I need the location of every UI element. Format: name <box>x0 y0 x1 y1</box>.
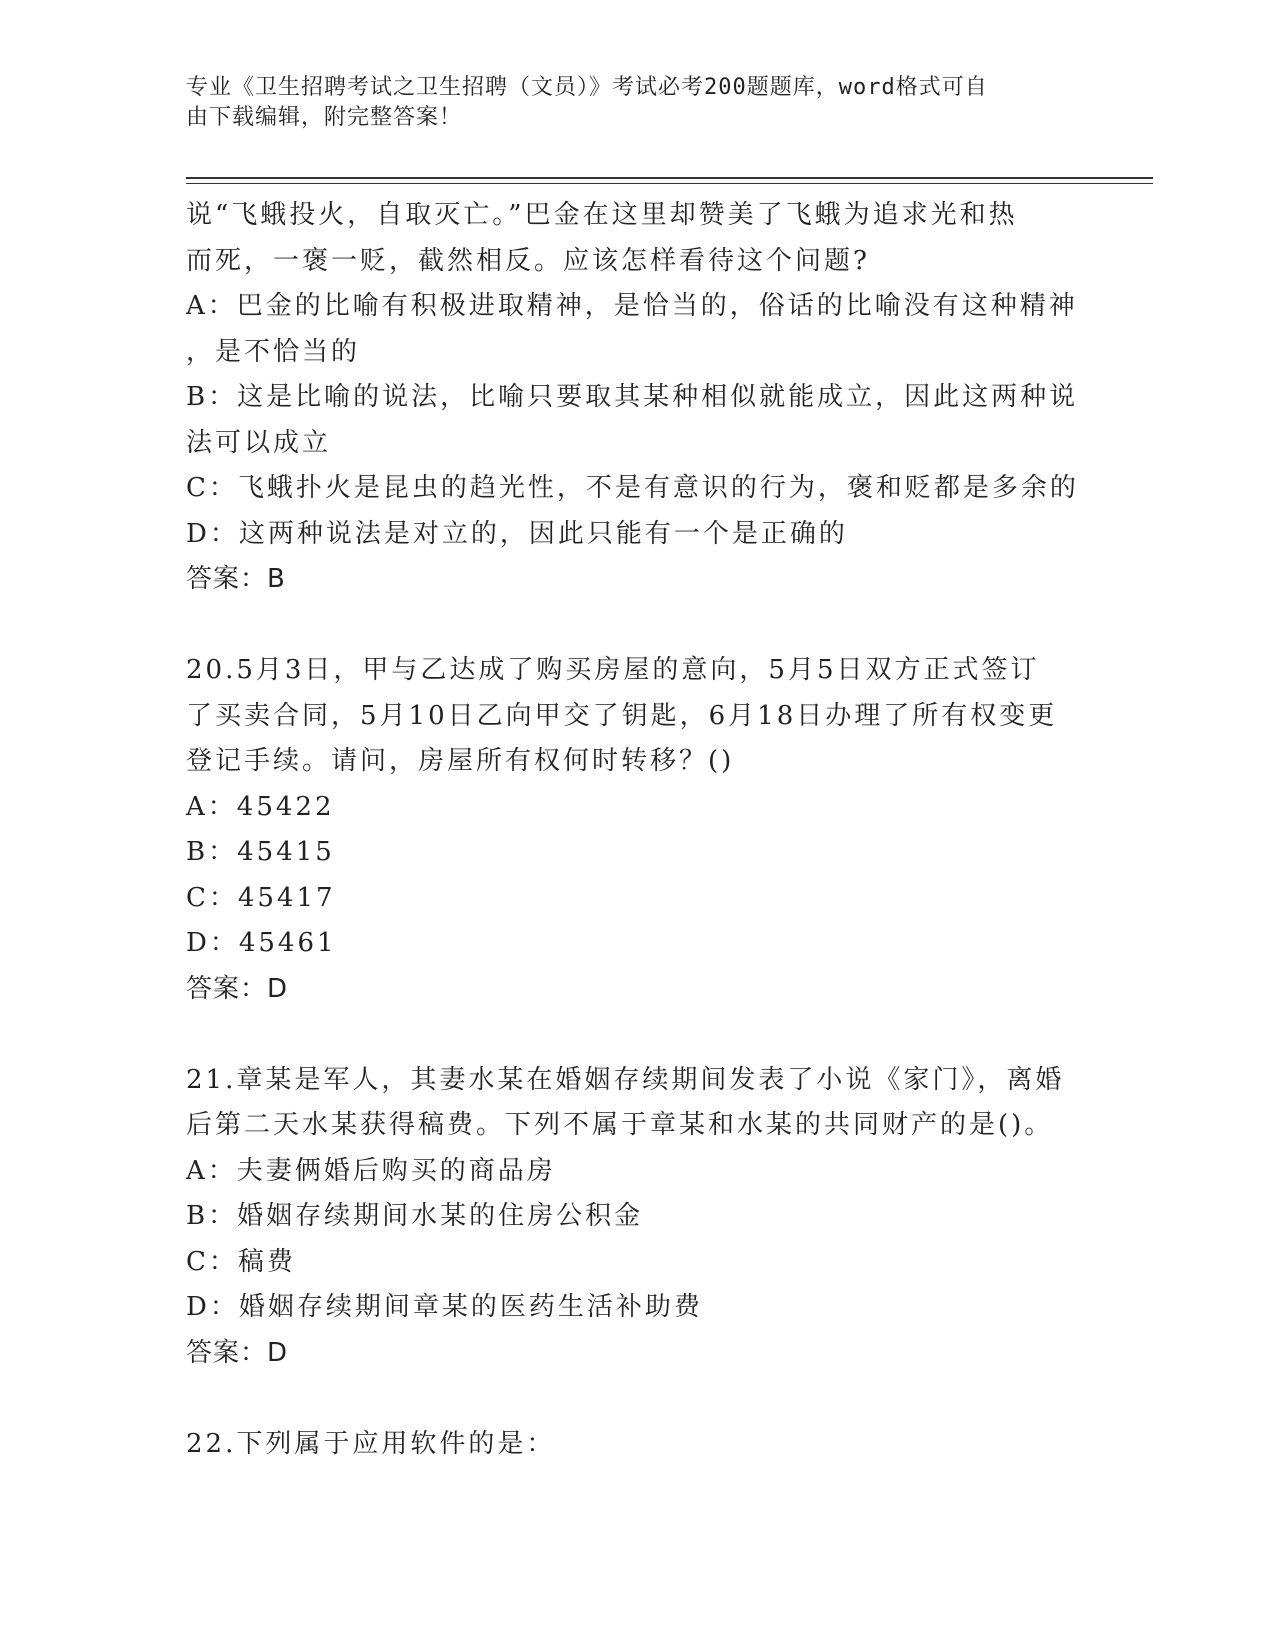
option-d: D：这两种说法是对立的，因此只能有一个是正确的 <box>186 518 848 549</box>
question-stem-line: 说“飞蛾投火，自取灭亡。”巴金在这里却赞美了飞蛾为追求光和热 <box>186 200 1018 230</box>
page-header <box>186 73 1066 133</box>
answer-label: 答案：D <box>186 1337 289 1368</box>
option-d: D：婚姻存续期间章某的医药生活补助费 <box>186 1292 703 1322</box>
answer-label: 答案：D <box>186 973 289 1004</box>
option-b-continued: 法可以成立 <box>186 427 332 458</box>
header-line-2: 由下载编辑，附完整答案！ <box>186 105 463 130</box>
question-20 <box>186 648 1086 1012</box>
header-divider-thick <box>186 177 1153 179</box>
question-stem-line: 了买卖合同，5月10日乙向甲交了钥匙，6月18日办理了所有权变更 <box>186 700 1058 731</box>
question-19 <box>186 193 1086 603</box>
option-c: C：45417 <box>186 882 336 913</box>
header-divider-thin <box>186 183 1153 184</box>
answer-label: 答案：B <box>186 564 286 594</box>
question-content <box>186 193 1086 1467</box>
question-21 <box>186 1058 1086 1377</box>
question-stem-line: 20.5月3日，甲与乙达成了购买房屋的意向，5月5日双方正式签订 <box>186 655 1040 685</box>
option-a: A：45422 <box>186 791 335 822</box>
spacer <box>186 603 1086 649</box>
option-a: A：巴金的比喻有积极进取精神，是恰当的，俗话的比喻没有这种精神 <box>186 291 1078 321</box>
spacer <box>186 1012 1086 1058</box>
question-stem-line: 后第二天水某获得稿费。下列不属于章某和水某的共同财产的是()。 <box>186 1110 1054 1140</box>
spacer <box>186 1376 1086 1422</box>
option-b: B：45415 <box>186 837 335 867</box>
question-stem-line: 21.章某是军人，其妻水某在婚姻存续期间发表了小说《家门》，离婚 <box>186 1064 1065 1095</box>
option-b: B：这是比喻的说法，比喻只要取其某种相似就能成立，因此这两种说 <box>186 382 1079 412</box>
question-22 <box>186 1422 1086 1468</box>
option-c: C：稿费 <box>186 1246 296 1277</box>
question-stem-line: 而死，一褒一贬，截然相反。应该怎样看待这个问题? <box>186 245 870 276</box>
question-stem-line: 登记手续。请问，房屋所有权何时转移？() <box>186 746 735 776</box>
header-line-1: 专业《卫生招聘考试之卫生招聘（文员）》考试必考200题题库，word格式可自 <box>186 75 988 100</box>
option-a-continued: ，是不恰当的 <box>186 336 361 367</box>
option-c: C：飞蛾扑火是昆虫的趋光性，不是有意识的行为，褒和贬都是多余的 <box>186 473 1079 503</box>
option-a: A：夫妻俩婚后购买的商品房 <box>186 1155 556 1186</box>
question-stem-line: 22.下列属于应用软件的是： <box>186 1428 556 1459</box>
option-b: B：婚姻存续期间水某的住房公积金 <box>186 1201 644 1231</box>
option-d: D：45461 <box>186 928 337 958</box>
